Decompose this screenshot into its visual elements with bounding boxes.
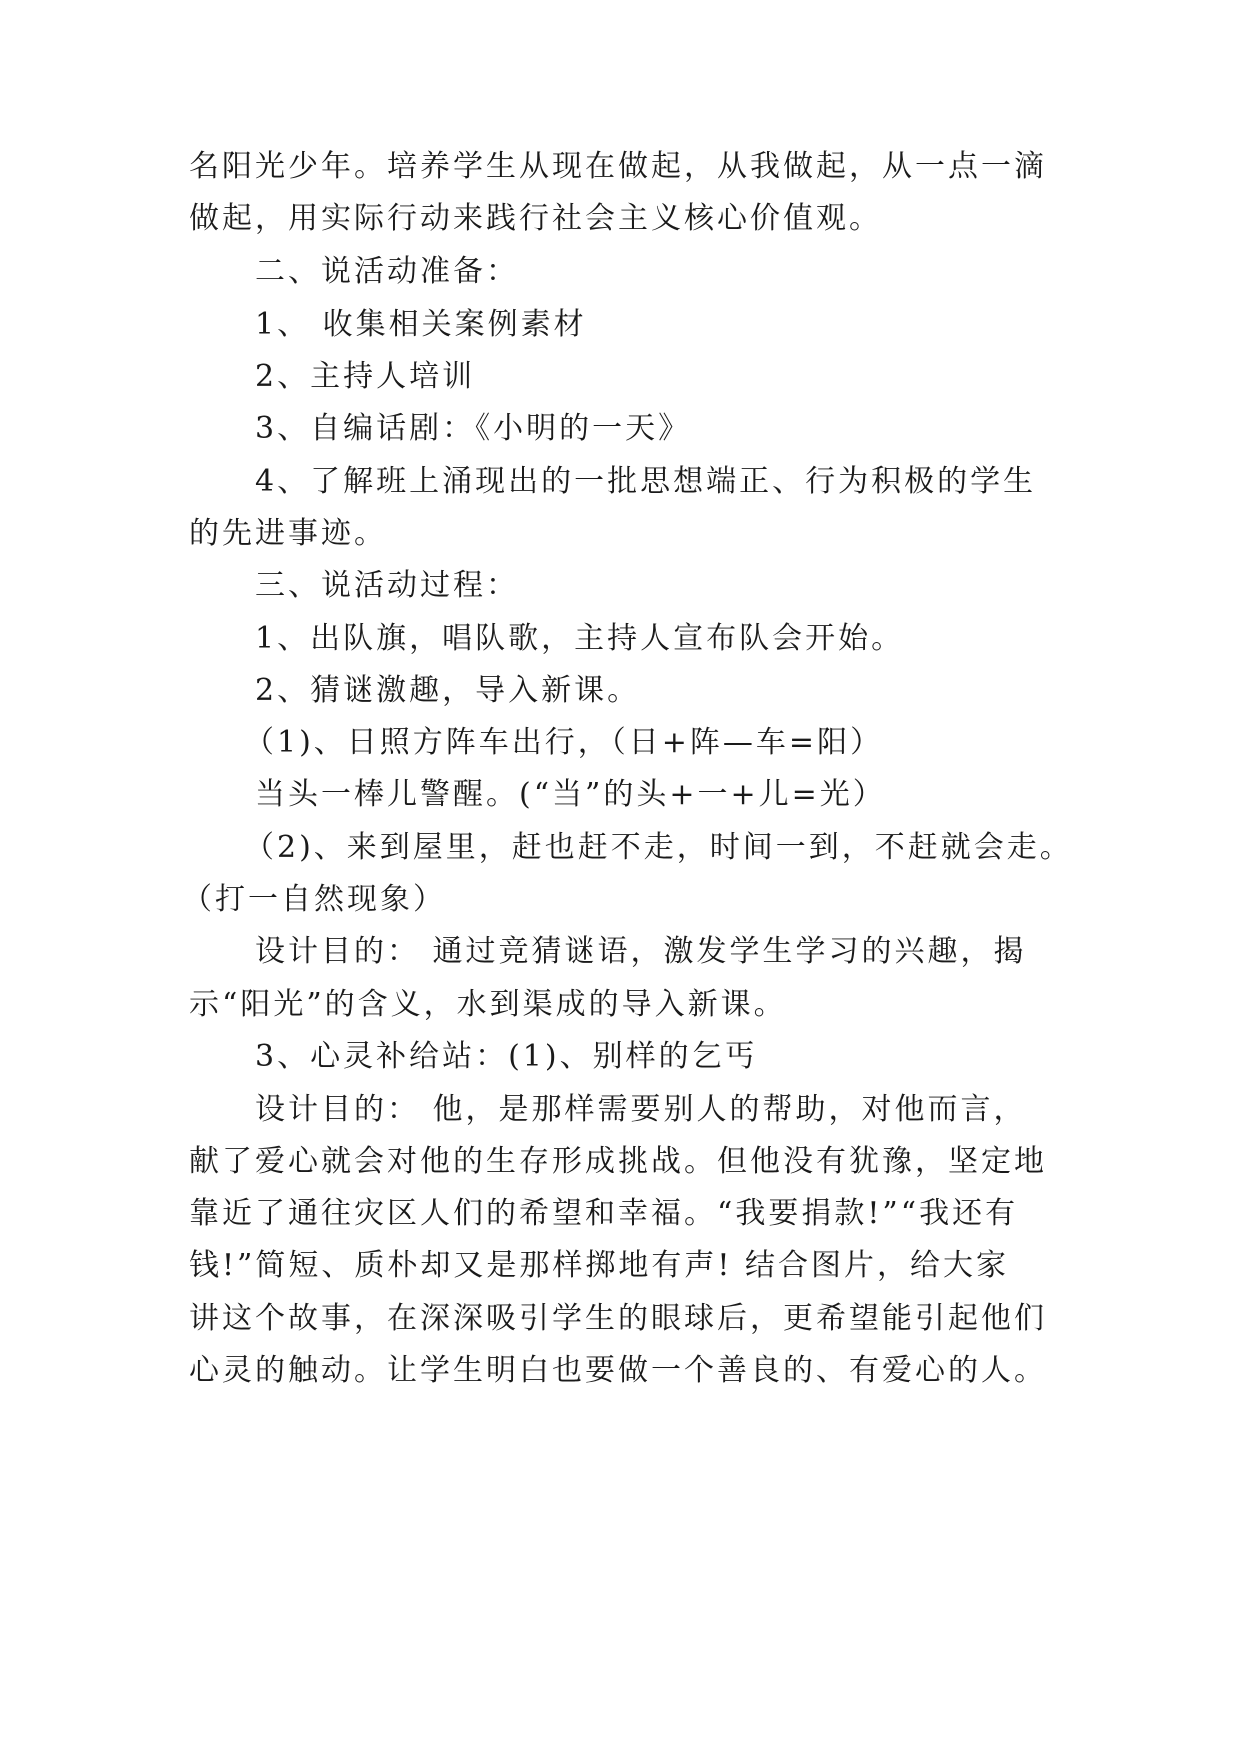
- riddle-line: （1)、日照方阵车出行，（日+阵—车=阳）: [244, 725, 884, 760]
- text-line: 讲这个故事，在深深吸引学生的眼球后，更希望能引起他们: [189, 1301, 1047, 1336]
- riddle-line: 当头一棒儿警醒。(“当”的头+一+儿=光）: [255, 777, 886, 812]
- list-item: 1、 收集相关案例素材: [255, 307, 587, 342]
- text-line: 献了爱心就会对他的生存形成挑战。但他没有犹豫，坚定地: [189, 1144, 1047, 1179]
- text-line: 设计目的： 他，是那样需要别人的帮助，对他而言，: [255, 1092, 1027, 1127]
- text-line: 的先进事迹。: [189, 516, 387, 551]
- list-item: 4、了解班上涌现出的一批思想端正、行为积极的学生: [255, 464, 1037, 499]
- list-item: 3、心灵补给站：(1)、别样的乞丐: [255, 1039, 758, 1074]
- riddle-line: （2)、来到屋里，赶也赶不走，时间一到，不赶就会走。: [244, 830, 1073, 865]
- text-line: 钱!”简短、质朴却又是那样掷地有声! 结合图片，给大家: [189, 1248, 1009, 1283]
- list-item: 3、自编话剧：《小明的一天》: [255, 411, 692, 446]
- text-line: 心灵的触动。让学生明白也要做一个善良的、有爱心的人。: [189, 1353, 1047, 1388]
- section-heading: 二、说活动准备：: [255, 254, 519, 289]
- text-line: 示“阳光”的含义，水到渠成的导入新课。: [189, 987, 787, 1022]
- list-item: 1、出队旗，唱队歌，主持人宣布队会开始。: [255, 621, 905, 656]
- section-heading: 三、说活动过程：: [255, 568, 519, 603]
- text-line: 名阳光少年。培养学生从现在做起，从我做起，从一点一滴: [189, 149, 1047, 184]
- text-line: 做起，用实际行动来践行社会主义核心价值观。: [189, 201, 882, 236]
- list-item: 2、主持人培训: [255, 359, 476, 394]
- text-line: 设计目的： 通过竞猜谜语，激发学生学习的兴趣，揭: [255, 934, 1027, 969]
- riddle-line: （打一自然现象）: [182, 882, 446, 917]
- list-item: 2、猜谜激趣，导入新课。: [255, 673, 641, 708]
- text-line: 靠近了通往灾区人们的希望和幸福。“我要捐款!”“我还有: [189, 1196, 1019, 1231]
